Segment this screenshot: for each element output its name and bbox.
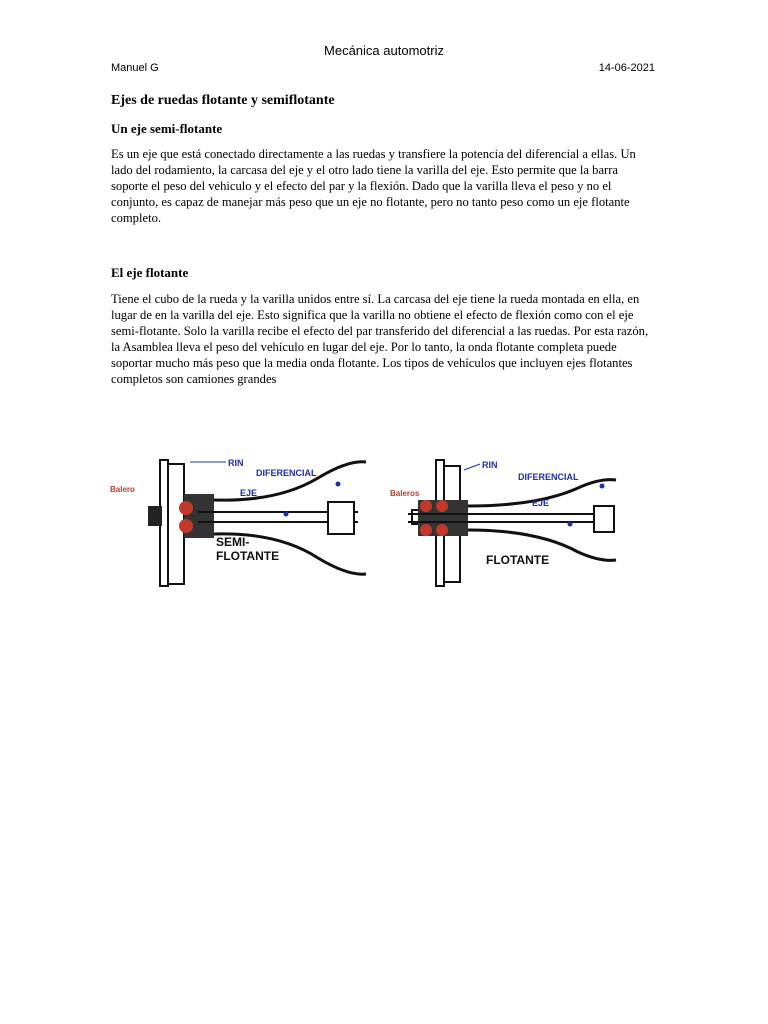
document-title: Ejes de ruedas flotante y semiflotante bbox=[111, 93, 335, 108]
rin-label-right: RIN bbox=[482, 460, 498, 470]
section-heading-flotante: El eje flotante bbox=[111, 265, 189, 280]
caption-flotante-right: FLOTANTE bbox=[486, 553, 550, 567]
differential-gear-right bbox=[594, 506, 614, 532]
bearing-left-top bbox=[179, 501, 193, 515]
diferencial-dot-left bbox=[336, 482, 341, 487]
rin-label-left: RIN bbox=[228, 458, 244, 468]
balero-label-left: Balero bbox=[110, 485, 135, 494]
bearing-right-4 bbox=[436, 524, 448, 536]
caption-flotante-left: FLOTANTE bbox=[216, 549, 280, 563]
bearing-left-bottom bbox=[179, 519, 193, 533]
diferencial-label-left: DIFERENCIAL bbox=[256, 468, 317, 478]
section-heading-semi-flotante: Un eje semi-flotante bbox=[111, 121, 223, 136]
header-author: Manuel G bbox=[111, 62, 159, 74]
rin-leader-right bbox=[464, 464, 480, 470]
eje-label-left: EJE bbox=[240, 488, 258, 498]
axle-diagram-figure bbox=[108, 448, 628, 590]
differential-gear-left bbox=[328, 502, 354, 534]
flotante-diagram bbox=[390, 460, 616, 586]
diferencial-label-right: DIFERENCIAL bbox=[518, 472, 579, 482]
bearing-right-2 bbox=[436, 500, 448, 512]
diferencial-dot-right bbox=[600, 484, 605, 489]
hub-nut-left bbox=[148, 506, 162, 526]
eje-dot-right bbox=[568, 522, 573, 527]
bearing-right-3 bbox=[420, 524, 432, 536]
eje-dot-left bbox=[284, 512, 289, 517]
caption-semi: SEMI- bbox=[216, 535, 250, 549]
section-body-semi-flotante: Es un eje que está conectado directamente a las ruedas y transfiere la potencia del diferencial a ellas. Un lado del rodamiento, la carcasa del eje y el otro lado tiene la varilla del eje. Esto permite que la barra soporte el peso del vehiculo y el efecto del par y la flexión. Dado que la varilla lleva el peso y no el conjunto, es capaz de manejar más peso que un eje no flotante, pero no tanto peso como un eje flotante completo. bbox=[111, 147, 636, 225]
bearing-right-1 bbox=[420, 500, 432, 512]
header-date: 14-06-2021 bbox=[598, 62, 655, 74]
section-body-flotante: Tiene el cubo de la rueda y la varilla unidos entre sí. La carcasa del eje tiene la rueda montada en ella, en lugar de en la varilla del eje. Esto significa que la varilla no obtiene el efecto de flexión como con el eje semi-flotante. Solo la varilla recibe el efecto del par transferido del diferencial a las ruedas. Por esta razón, la Asamblea lleva el peso del vehículo en lugar del eje. Por lo tanto, la onda flotante completa puede soportar mucho más peso que la media onda flotante. Los tipos de vehículos que incluyen ejes flotantes completos son camiones grandes bbox=[111, 292, 649, 386]
semi-flotante-diagram bbox=[110, 458, 366, 586]
baleros-label-right: Baleros bbox=[390, 489, 420, 498]
header-title: Mecánica automotriz bbox=[324, 43, 444, 58]
eje-label-right: EJE bbox=[532, 498, 550, 508]
